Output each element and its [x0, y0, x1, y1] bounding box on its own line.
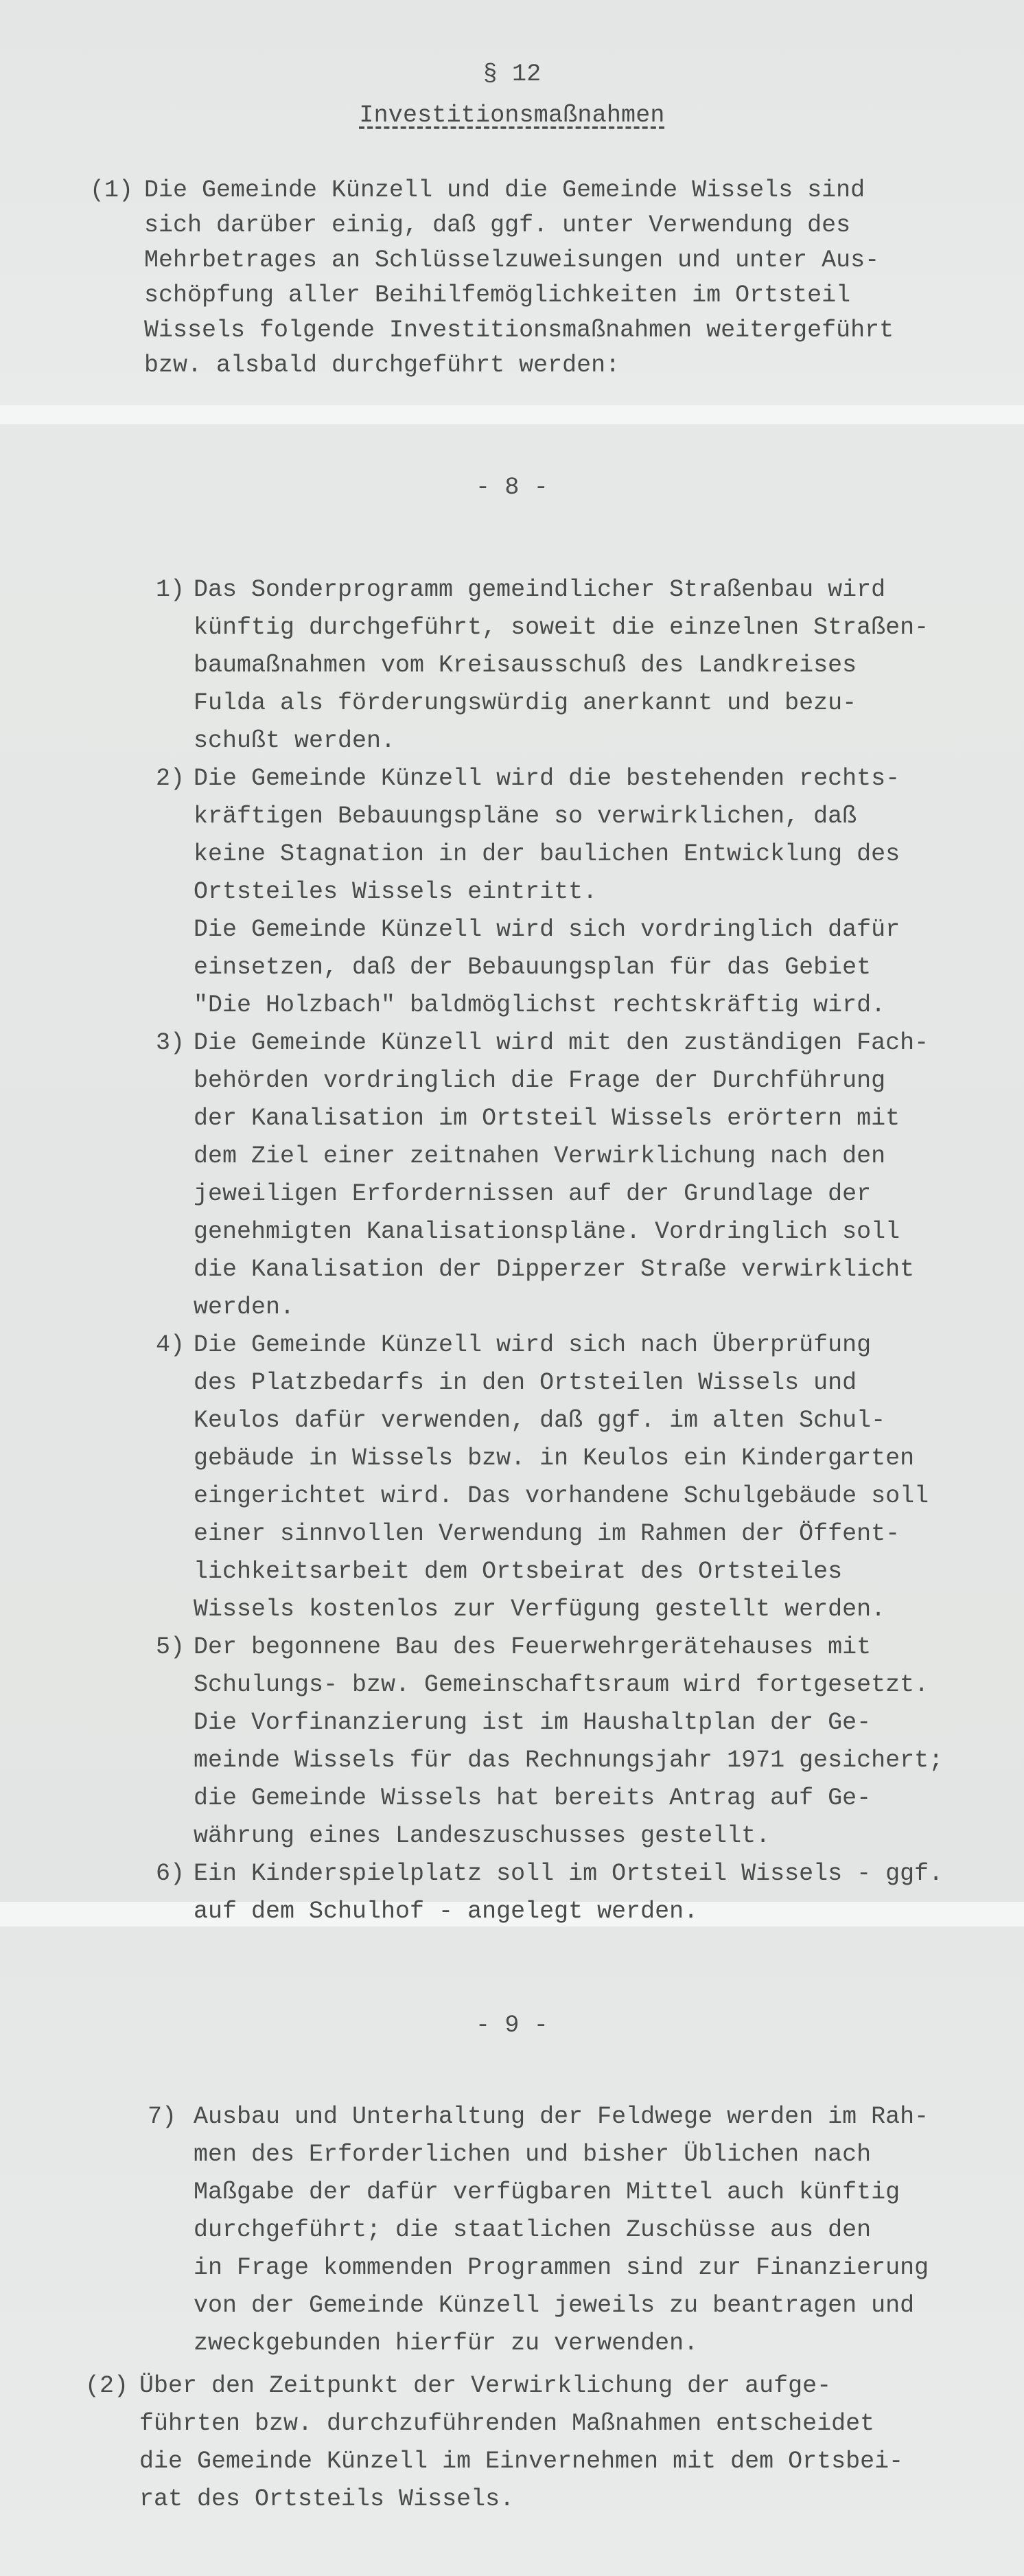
- text-line: dem Ziel einer zeitnahen Verwirklichung nach den: [194, 1142, 886, 1170]
- list-item: [156, 571, 943, 760]
- list-item: [156, 1024, 943, 1326]
- item-7: [148, 2098, 929, 2362]
- text-line: Über den Zeitpunkt der Verwirklichung der aufge-: [139, 2372, 832, 2400]
- text-line: gebäude in Wissels bzw. in Keulos ein Kindergarten: [194, 1445, 915, 1472]
- page-sheet-9: [0, 1927, 1024, 2576]
- item-number: 1): [156, 576, 185, 603]
- text-line: schöpfung aller Beihilfemöglichkeiten im Ortsteil: [144, 281, 851, 309]
- text-line: Ortsteiles Wissels eintritt.: [194, 878, 598, 906]
- text-line: von der Gemeinde Künzell jeweils zu beantragen und: [194, 2292, 915, 2319]
- text-line: behörden vordringlich die Frage der Durchführung: [194, 1067, 886, 1094]
- text-line: meinde Wissels für das Rechnungsjahr 1971 gesichert;: [194, 1747, 944, 1774]
- item-list: [156, 571, 943, 1931]
- text-line: "Die Holzbach" baldmöglichst rechtskräftig wird.: [194, 991, 886, 1019]
- text-line: Ausbau und Unterhaltung der Feldwege werden im Rah-: [194, 2103, 929, 2130]
- text-line: währung eines Landeszuschusses gestellt.: [194, 1822, 771, 1850]
- text-line: Die Gemeinde Künzell wird sich nach Überprüfung: [194, 1331, 872, 1359]
- item-number: 5): [156, 1633, 185, 1661]
- text-line: eingerichtet wird. Das vorhandene Schulgebäude soll: [194, 1482, 929, 1510]
- text-line: Der begonnene Bau des Feuerwehrgerätehauses mit: [194, 1633, 872, 1661]
- paragraph-1: [90, 173, 894, 383]
- text-line: sich darüber einig, daß ggf. unter Verwendung des: [144, 211, 851, 239]
- item-number: 6): [156, 1860, 185, 1887]
- page-number: - 9 -: [475, 2012, 549, 2039]
- text-line: baumaßnahmen vom Kreisausschuß des Landkreises: [194, 652, 857, 679]
- text-line: Mehrbetrages an Schlüsselzuweisungen und unter Aus-: [144, 246, 880, 274]
- text-line: die Gemeinde Wissels hat bereits Antrag auf Ge-: [194, 1784, 872, 1812]
- item-number: 2): [156, 765, 185, 792]
- paragraph-2: [85, 2367, 903, 2518]
- list-item: [85, 2367, 903, 2518]
- page-sheet-1: [0, 0, 1024, 405]
- list-item: [156, 760, 943, 1024]
- text-line: Wissels kostenlos zur Verfügung gestellt werden.: [194, 1596, 886, 1623]
- text-line: einsetzen, daß der Bebauungsplan für das Gebiet: [194, 954, 872, 981]
- text-line: zweckgebunden hierfür zu verwenden.: [194, 2330, 699, 2357]
- item-number: (2): [85, 2372, 129, 2400]
- list-item: [156, 1326, 943, 1629]
- text-line: Die Gemeinde Künzell wird die bestehenden rechts-: [194, 765, 900, 792]
- text-line: auf dem Schulhof - angelegt werden.: [194, 1898, 699, 1925]
- page-number: - 8 -: [475, 474, 549, 501]
- text-line: Fulda als förderungswürdig anerkannt und bezu-: [194, 689, 857, 717]
- text-line: Schulungs- bzw. Gemeinschaftsraum wird fortgesetzt.: [194, 1671, 929, 1699]
- text-line: Die Vorfinanzierung ist im Haushaltplan der Ge-: [194, 1709, 872, 1736]
- text-line: genehmigten Kanalisationspläne. Vordringlich soll: [194, 1218, 900, 1245]
- text-line: Maßgabe der dafür verfügbaren Mittel auch künftig: [194, 2178, 900, 2206]
- text-line: rat des Ortsteils Wissels.: [139, 2485, 515, 2513]
- text-line: die Kanalisation der Dipperzer Straße verwirklicht: [194, 1256, 915, 1283]
- text-line: Die Gemeinde Künzell und die Gemeinde Wissels sind: [144, 176, 865, 204]
- text-line: Das Sonderprogramm gemeindlicher Straßenbau wird: [194, 576, 886, 603]
- list-item: [156, 1629, 943, 1855]
- text-line: Keulos dafür verwenden, daß ggf. im alten Schul-: [194, 1407, 886, 1434]
- text-line: Die Gemeinde Künzell wird mit den zuständigen Fach-: [194, 1029, 929, 1057]
- text-line: führten bzw. durchzuführenden Maßnahmen entscheidet: [139, 2410, 875, 2437]
- list-item: [156, 1855, 943, 1931]
- section-title: Investitionsmaßnahmen: [359, 102, 665, 129]
- text-line: keine Stagnation in der baulichen Entwicklung des: [194, 840, 900, 868]
- item-number: 3): [156, 1029, 185, 1057]
- text-line: künftig durchgeführt, soweit die einzelnen Straßen-: [194, 614, 929, 641]
- text-line: men des Erforderlichen und bisher Üblichen nach: [194, 2141, 872, 2168]
- text-line: jeweiligen Erfordernissen auf der Grundlage der: [194, 1180, 872, 1208]
- text-line: Wissels folgende Investitionsmaßnahmen weitergeführt: [144, 317, 894, 344]
- text-line: des Platzbedarfs in den Ortsteilen Wissels und: [194, 1369, 857, 1396]
- text-line: die Gemeinde Künzell im Einvernehmen mit dem Ortsbei-: [139, 2448, 904, 2475]
- text-line: bzw. alsbald durchgeführt werden:: [144, 352, 620, 379]
- text-line: schußt werden.: [194, 727, 396, 755]
- text-line: in Frage kommenden Programmen sind zur Finanzierung: [194, 2254, 929, 2281]
- text-line: Die Gemeinde Künzell wird sich vordringlich dafür: [194, 916, 900, 943]
- text-line: werden.: [194, 1293, 295, 1321]
- item-number: 4): [156, 1331, 185, 1359]
- list-item: [148, 2098, 929, 2362]
- text-line: durchgeführt; die staatlichen Zuschüsse aus den: [194, 2216, 872, 2244]
- text-line: Ein Kinderspielplatz soll im Ortsteil Wissels - ggf.: [194, 1860, 944, 1887]
- list-item: [90, 173, 894, 383]
- item-number: (1): [90, 176, 134, 204]
- page-sheet-8: [0, 424, 1024, 1925]
- item-number: 7): [148, 2103, 177, 2130]
- text-line: lichkeitsarbeit dem Ortsbeirat des Ortsteiles: [194, 1558, 843, 1585]
- text-line: der Kanalisation im Ortsteil Wissels erörtern mit: [194, 1105, 900, 1132]
- section-heading: § 12: [482, 60, 542, 88]
- text-line: kräftigen Bebauungspläne so verwirklichen, daß: [194, 803, 857, 830]
- text-line: einer sinnvollen Verwendung im Rahmen der Öffent-: [194, 1520, 900, 1548]
